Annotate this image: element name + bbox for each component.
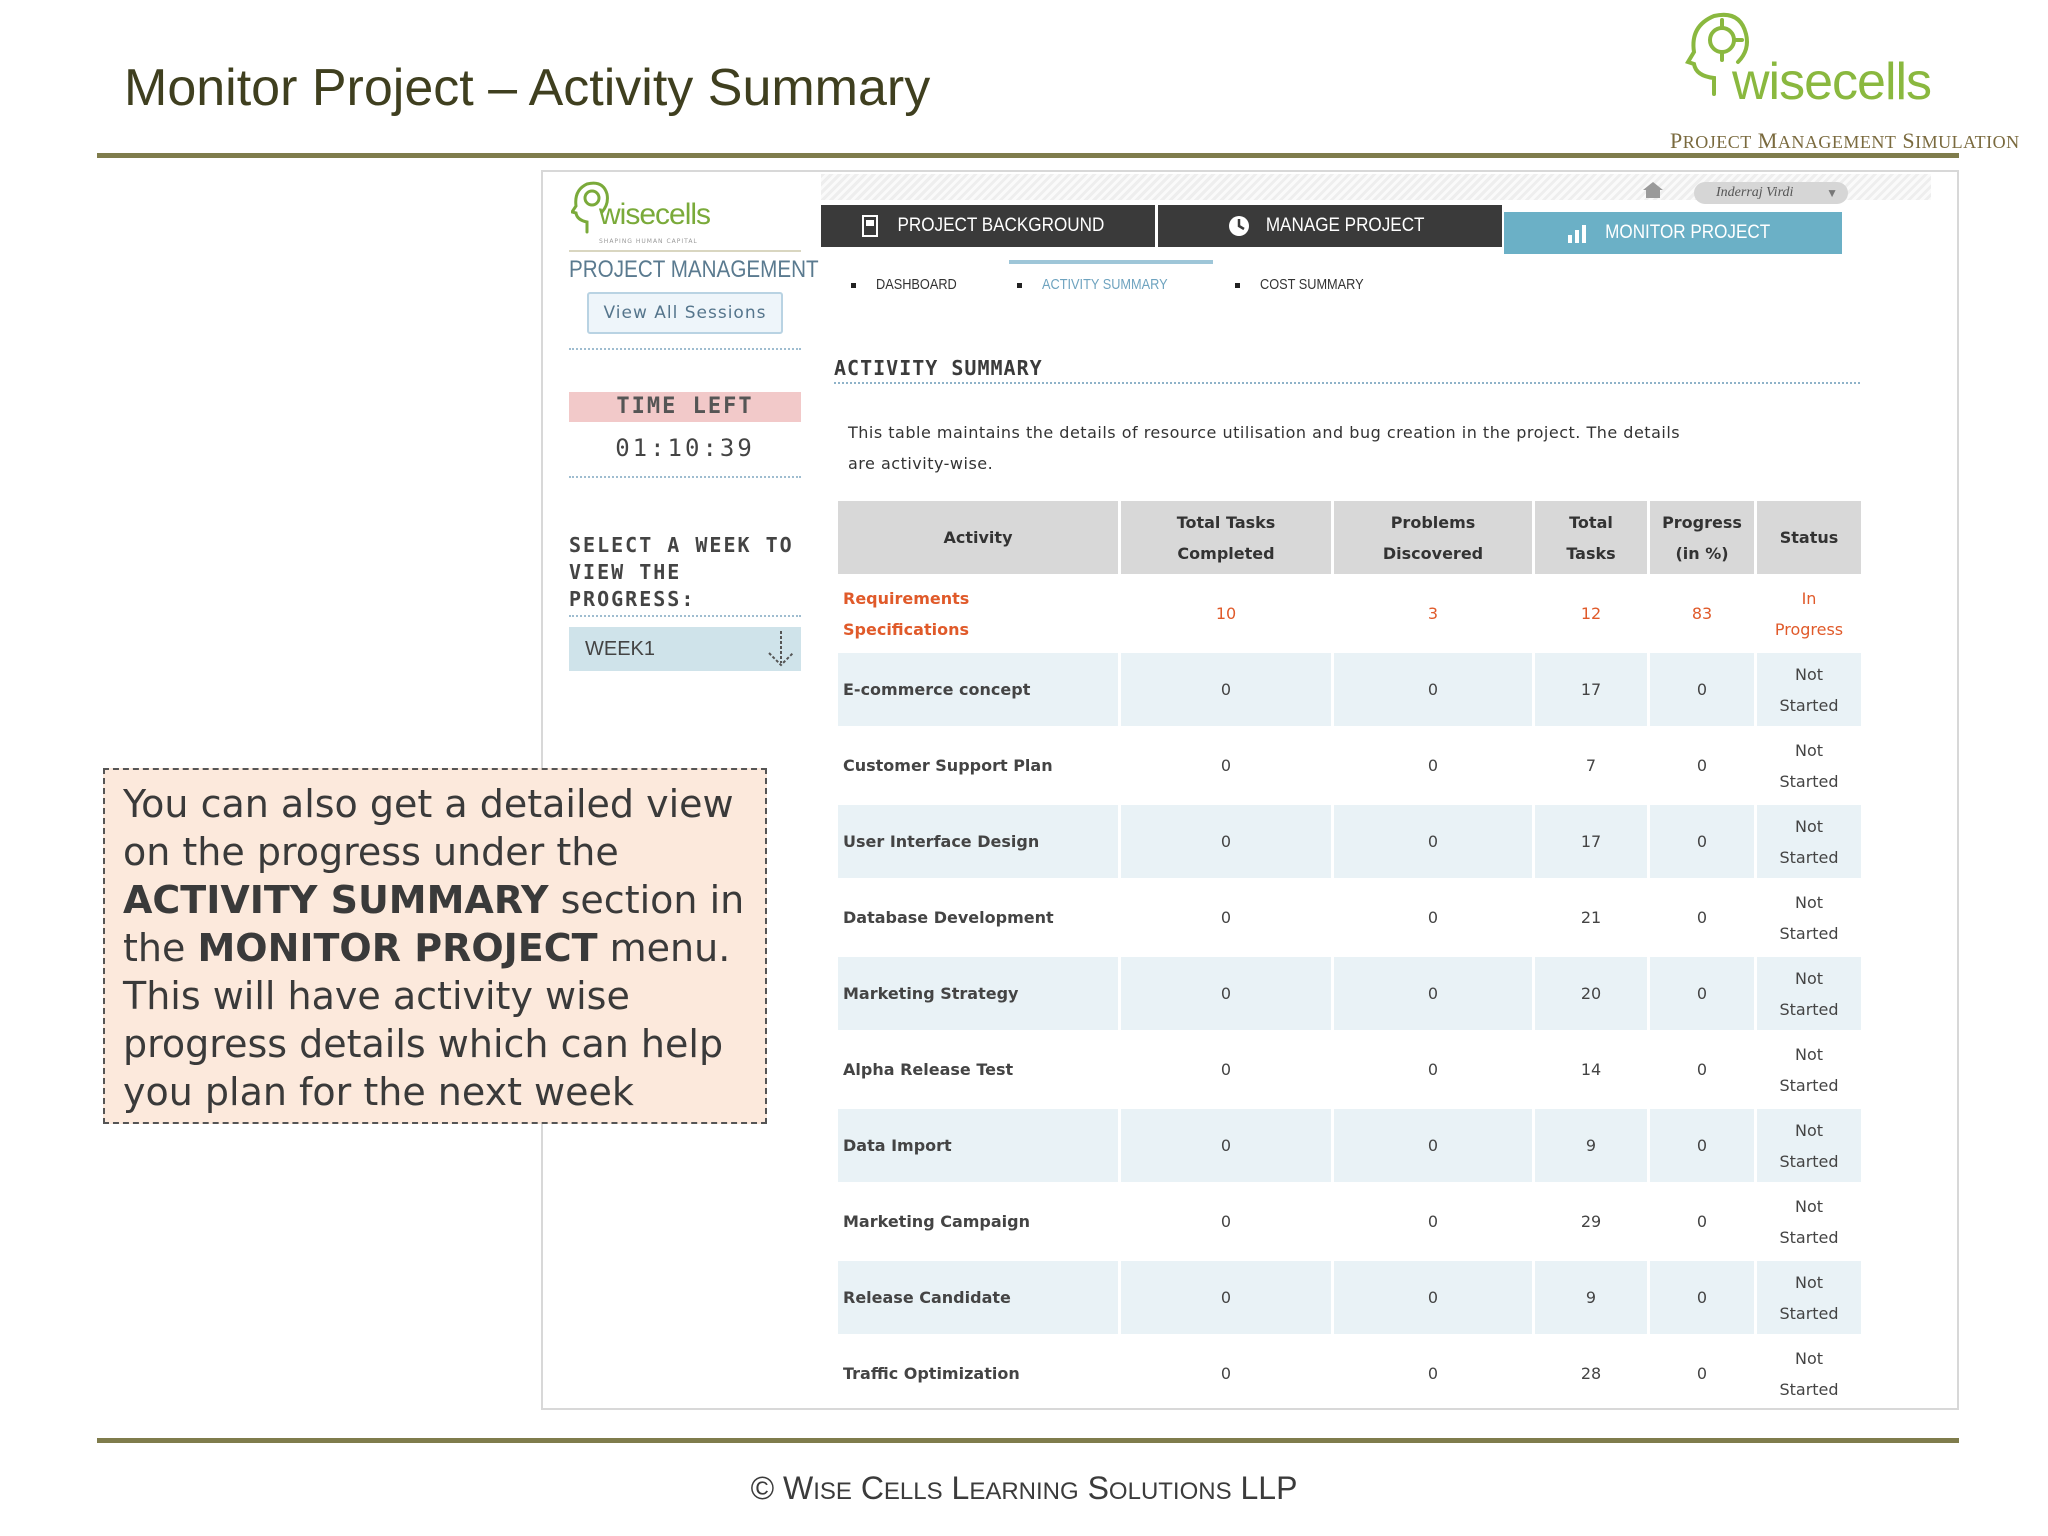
completed-cell: 0 bbox=[1121, 805, 1331, 878]
week-select-prompt: SELECT A WEEK TO VIEW THE PROGRESS: bbox=[569, 533, 794, 611]
status-cell: Not Started bbox=[1779, 1196, 1839, 1247]
table-row bbox=[838, 881, 1861, 954]
tab-project-background[interactable]: PROJECT BACKGROUND bbox=[821, 205, 1155, 247]
slide-title: Monitor Project – Activity Summary bbox=[124, 59, 931, 117]
total-tasks-cell: 14 bbox=[1580, 1060, 1602, 1079]
sidebar-logo-word: wisecells bbox=[599, 198, 711, 231]
activity-cell: Alpha Release Test bbox=[843, 1060, 1014, 1079]
completed-cell: 0 bbox=[1220, 1060, 1232, 1079]
column-header: Progress (in %) bbox=[1650, 501, 1754, 574]
view-all-sessions-button[interactable]: View All Sessions bbox=[587, 292, 783, 334]
problems-cell: 0 bbox=[1427, 1212, 1439, 1231]
user-name: Inderraj Virdi bbox=[1716, 185, 1794, 200]
bar-chart-icon bbox=[1566, 223, 1590, 243]
column-header: Total Tasks Completed bbox=[1121, 501, 1331, 574]
status-cell: Not Started bbox=[1757, 1261, 1861, 1334]
footer-rule bbox=[97, 1438, 1959, 1443]
status-cell: In Progress bbox=[1774, 588, 1844, 639]
activity-table bbox=[835, 498, 1864, 1410]
table-row bbox=[838, 1109, 1861, 1182]
table-row bbox=[838, 729, 1861, 802]
sidebar-divider bbox=[569, 348, 801, 350]
table-row bbox=[838, 1337, 1861, 1410]
column-header: Problems Discovered bbox=[1334, 501, 1532, 574]
column-header: Status bbox=[1757, 501, 1861, 574]
status-cell: Not Started bbox=[1779, 740, 1839, 791]
column-header: Total Tasks bbox=[1535, 501, 1647, 574]
table-row bbox=[838, 1185, 1861, 1258]
week-select-dropdown[interactable] bbox=[569, 627, 801, 671]
table-row bbox=[838, 805, 1861, 878]
table-row bbox=[838, 1261, 1861, 1334]
sidebar-divider bbox=[569, 615, 801, 617]
table-row bbox=[838, 577, 1861, 650]
sidebar bbox=[569, 176, 819, 671]
column-header: Activity bbox=[838, 501, 1118, 574]
progress-cell: 0 bbox=[1650, 1261, 1754, 1334]
footer-copyright: © WISE CELLS LEARNING SOLUTIONS LLP bbox=[750, 1470, 1298, 1506]
completed-cell: 0 bbox=[1121, 1109, 1331, 1182]
completed-cell: 0 bbox=[1220, 908, 1232, 927]
table-header-row bbox=[838, 501, 1861, 574]
status-cell: Not Started bbox=[1779, 1348, 1839, 1399]
completed-cell: 0 bbox=[1121, 957, 1331, 1030]
sidebar-logo bbox=[569, 176, 801, 248]
total-tasks-cell: 20 bbox=[1535, 957, 1647, 1030]
status-cell: Not Started bbox=[1779, 892, 1839, 943]
user-menu[interactable] bbox=[1694, 182, 1848, 204]
intro-text: This table maintains the details of resource utilisation and bug creation in the project. The details are activity-wise. bbox=[848, 423, 1681, 473]
progress-cell: 0 bbox=[1696, 1212, 1708, 1231]
activity-cell: User Interface Design bbox=[838, 805, 1118, 878]
brand-wordmark: wisecells bbox=[1732, 53, 1932, 111]
week-select-value: WEEK1 bbox=[585, 638, 656, 660]
completed-cell: 0 bbox=[1220, 1364, 1232, 1383]
problems-cell: 0 bbox=[1427, 756, 1439, 775]
activity-cell: Customer Support Plan bbox=[843, 756, 1053, 775]
total-tasks-cell: 17 bbox=[1535, 653, 1647, 726]
subnav-cost-summary[interactable]: COST SUMMARY bbox=[1235, 276, 1382, 293]
activity-cell: Data Import bbox=[838, 1109, 1118, 1182]
activity-cell: E-commerce concept bbox=[838, 653, 1118, 726]
problems-cell: 0 bbox=[1427, 1060, 1439, 1079]
completed-cell: 0 bbox=[1121, 1261, 1331, 1334]
problems-cell: 0 bbox=[1334, 957, 1532, 1030]
total-tasks-cell: 9 bbox=[1535, 1109, 1647, 1182]
subnav-activity-summary[interactable]: ACTIVITY SUMMARY bbox=[1017, 276, 1190, 293]
activity-cell: Marketing Strategy bbox=[838, 957, 1118, 1030]
progress-cell: 0 bbox=[1696, 756, 1708, 775]
table-row bbox=[838, 957, 1861, 1030]
table-row bbox=[838, 653, 1861, 726]
table-row bbox=[838, 1033, 1861, 1106]
callout-note: You can also get a detailed view on the progress under the ACTIVITY SUMMARY section in the MONITOR PROJECT menu. This will have activity wise progress details which can help you plan for the next week bbox=[103, 768, 767, 1124]
total-tasks-cell: 29 bbox=[1580, 1212, 1602, 1231]
chevron-down-icon: ▼ bbox=[1826, 186, 1838, 200]
tab-manage-project[interactable]: MANAGE PROJECT bbox=[1158, 205, 1502, 247]
header-rule bbox=[97, 153, 1959, 158]
progress-cell: 0 bbox=[1696, 908, 1708, 927]
section-heading: ACTIVITY SUMMARY bbox=[834, 356, 1860, 384]
progress-cell: 0 bbox=[1696, 1060, 1708, 1079]
problems-cell: 0 bbox=[1334, 1109, 1532, 1182]
clock-icon bbox=[1227, 214, 1251, 238]
countdown-timer: 01:10:39 bbox=[615, 434, 755, 462]
problems-cell: 0 bbox=[1334, 805, 1532, 878]
activity-cell: Marketing Campaign bbox=[843, 1212, 1031, 1231]
progress-cell: 0 bbox=[1650, 805, 1754, 878]
brand-logo bbox=[1670, 6, 2020, 153]
home-icon[interactable] bbox=[1641, 180, 1665, 200]
activity-cell: Requirements Specifications bbox=[843, 588, 970, 639]
completed-cell: 0 bbox=[1121, 653, 1331, 726]
dropdown-arrow-icon bbox=[759, 627, 799, 671]
problems-cell: 0 bbox=[1427, 1364, 1439, 1383]
activity-cell: Release Candidate bbox=[838, 1261, 1118, 1334]
status-cell: Not Started bbox=[1757, 957, 1861, 1030]
activity-cell: Traffic Optimization bbox=[843, 1364, 1020, 1383]
time-left-label: TIME LEFT bbox=[569, 392, 801, 422]
problems-cell: 0 bbox=[1334, 1261, 1532, 1334]
total-tasks-cell: 17 bbox=[1535, 805, 1647, 878]
active-subnav-indicator bbox=[1009, 260, 1213, 264]
total-tasks-cell: 7 bbox=[1585, 756, 1597, 775]
status-cell: Not Started bbox=[1779, 1044, 1839, 1095]
sidebar-divider bbox=[569, 476, 801, 478]
status-cell: Not Started bbox=[1757, 653, 1861, 726]
progress-cell: 0 bbox=[1650, 957, 1754, 1030]
progress-cell: 0 bbox=[1696, 1364, 1708, 1383]
activity-cell: Database Development bbox=[843, 908, 1054, 927]
total-tasks-cell: 28 bbox=[1580, 1364, 1602, 1383]
completed-cell: 0 bbox=[1220, 1212, 1232, 1231]
problems-cell: 3 bbox=[1427, 604, 1439, 623]
tab-monitor-project[interactable]: MONITOR PROJECT bbox=[1504, 212, 1842, 254]
brand-subtitle: PROJECT MANAGEMENT SIMULATION bbox=[1670, 128, 2020, 153]
total-tasks-cell: 21 bbox=[1580, 908, 1602, 927]
problems-cell: 0 bbox=[1334, 653, 1532, 726]
subnav-dashboard[interactable]: DASHBOARD bbox=[851, 276, 971, 293]
total-tasks-cell: 12 bbox=[1580, 604, 1602, 623]
status-cell: Not Started bbox=[1757, 805, 1861, 878]
completed-cell: 0 bbox=[1220, 756, 1232, 775]
book-icon bbox=[860, 214, 880, 238]
sidebar-logo-tagline: SHAPING HUMAN CAPITAL bbox=[599, 238, 698, 245]
progress-cell: 0 bbox=[1650, 653, 1754, 726]
completed-cell: 10 bbox=[1215, 604, 1237, 623]
sidebar-divider bbox=[569, 250, 801, 252]
status-cell: Not Started bbox=[1757, 1109, 1861, 1182]
problems-cell: 0 bbox=[1427, 908, 1439, 927]
sidebar-section-title: PROJECT MANAGEMENT bbox=[569, 256, 819, 283]
progress-cell: 83 bbox=[1691, 604, 1713, 623]
total-tasks-cell: 9 bbox=[1535, 1261, 1647, 1334]
progress-cell: 0 bbox=[1650, 1109, 1754, 1182]
